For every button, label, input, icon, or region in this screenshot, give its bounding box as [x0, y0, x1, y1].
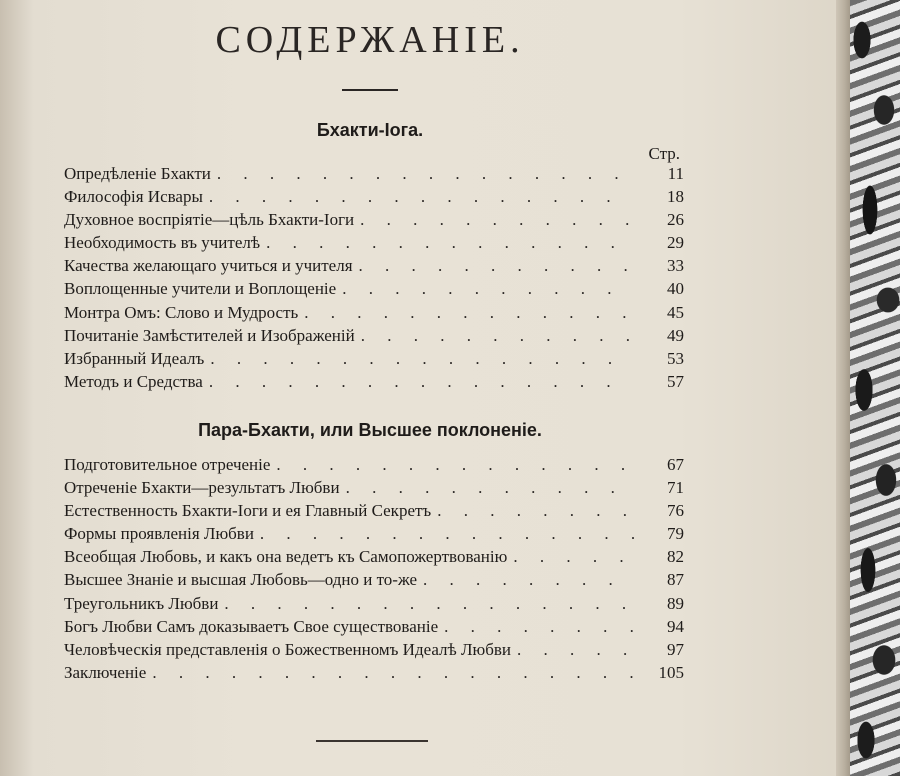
dot-leader: [152, 663, 634, 683]
toc-entry: [64, 326, 684, 349]
toc-entry: [64, 478, 684, 501]
toc-entry: [64, 187, 684, 210]
page-title: СОДЕРЖАНІЕ.: [215, 19, 525, 61]
toc-entry-page: 53: [667, 348, 684, 368]
toc-entry-title: Философія Исвары: [64, 187, 203, 207]
dot-leader: [266, 233, 634, 253]
dot-leader: [423, 570, 634, 590]
toc-entry-title: Необходимость въ учителѣ: [64, 233, 261, 253]
dot-leader: [517, 640, 634, 660]
page-edge: [836, 0, 850, 776]
toc-entry: [64, 279, 684, 302]
toc-entry: [64, 210, 684, 233]
dot-leader: [217, 164, 634, 184]
toc-entry-page: 97: [667, 639, 684, 659]
toc-entry-page: 79: [667, 524, 684, 544]
toc-entry-page: 26: [667, 210, 684, 230]
toc-entry: [64, 256, 684, 279]
toc-entry-page: 89: [667, 593, 684, 613]
toc-entry: [64, 663, 684, 686]
toc-list-para-bhakti: [64, 455, 684, 686]
toc-entry-title: Качества желающаго учиться и учителя: [64, 256, 353, 276]
toc-entry-title: Треугольникъ Любви: [64, 593, 219, 613]
dot-leader: [209, 372, 634, 392]
toc-entry-page: 40: [667, 279, 684, 299]
page-column-label: Стр.: [648, 144, 680, 163]
dot-leader: [513, 547, 634, 567]
dot-leader: [359, 256, 634, 276]
toc-entry-title: Естественность Бхакти-Іоги и ея Главный Секретъ: [64, 501, 432, 521]
toc-entry-page: 87: [667, 570, 684, 590]
toc-entry-title: Подготовительное отреченіе: [64, 455, 271, 474]
dot-leader: [437, 501, 634, 521]
toc-entry-page: 105: [658, 662, 684, 682]
toc-entry-page: 49: [667, 325, 684, 345]
title-divider: [342, 89, 398, 91]
toc-entry: [64, 349, 684, 372]
toc-entry: [64, 164, 684, 187]
toc-entry-title: Всеобщая Любовь, и какъ она ведетъ къ Самопожертвованію: [64, 547, 508, 567]
toc-entry-title: Почитаніе Замѣстителей и Изображеній: [64, 325, 355, 345]
toc-entry-title: Воплощенные учители и Воплощеніе: [64, 279, 337, 299]
toc-entry-title: Монтра Омъ: Слово и Мудрость: [64, 302, 299, 322]
toc-entry-title: Опредѣленіе Бхакти: [64, 164, 211, 183]
toc-entry: [64, 303, 684, 326]
toc-entry-page: 82: [667, 547, 684, 567]
toc-entry-page: 76: [667, 501, 684, 521]
dot-leader: [360, 210, 634, 230]
dot-leader: [209, 187, 634, 207]
toc-entry-title: Методъ и Средства: [64, 371, 203, 391]
toc-entry: [64, 617, 684, 640]
dot-leader: [224, 594, 634, 614]
toc-entry-page: 67: [667, 455, 684, 474]
toc-entry: [64, 233, 684, 256]
dot-leader: [444, 617, 634, 637]
dot-leader: [260, 524, 634, 544]
toc-entry-title: Высшее Знаніе и высшая Любовь—одно и то-же: [64, 570, 418, 590]
toc-entry: [64, 524, 684, 547]
dot-leader: [342, 279, 634, 299]
dot-leader: [304, 303, 634, 323]
toc-entry: [64, 501, 684, 524]
toc-entry: [64, 594, 684, 617]
toc-entry-page: 11: [667, 164, 684, 183]
section-heading-para-bhakti: Пара-Бхакти, или Высшее поклоненіе.: [198, 420, 542, 440]
toc-entry: [64, 455, 684, 478]
dot-leader: [346, 478, 634, 498]
toc-entry: [64, 547, 684, 570]
toc-entry-page: 29: [667, 233, 684, 253]
toc-entry-page: 33: [667, 256, 684, 276]
toc-entry-title: Заключеніе: [64, 662, 147, 682]
marbled-endpaper: [850, 0, 900, 776]
dot-leader: [361, 326, 634, 346]
toc-entry-title: Формы проявленія Любви: [64, 524, 254, 544]
toc-entry-page: 71: [667, 478, 684, 498]
toc-entry-title: Богъ Любви Самъ доказываетъ Свое существованіе: [64, 616, 439, 636]
toc-entry-page: 57: [667, 371, 684, 391]
toc-entry-title: Отреченіе Бхакти—результатъ Любви: [64, 478, 340, 498]
toc-entry: [64, 570, 684, 593]
toc-entry-page: 45: [667, 302, 684, 322]
toc-entry-title: Духовное воспріятіе—цѣль Бхакти-Іоги: [64, 210, 355, 230]
toc-entry: [64, 372, 684, 395]
toc-entry-title: Человѣческія представленія о Божественномъ Идеалѣ Любви: [64, 639, 512, 659]
toc-entry-page: 94: [667, 616, 684, 636]
section-heading-bhakti-yoga: Бхакти-Іога.: [316, 120, 424, 140]
toc-list-bhakti-yoga: [64, 164, 684, 395]
toc-entry-page: 18: [667, 187, 684, 207]
toc-entry: [64, 640, 684, 663]
bottom-divider: [316, 740, 428, 742]
toc-entry-title: Избранный Идеалъ: [64, 348, 205, 368]
dot-leader: [210, 349, 634, 369]
dot-leader: [276, 455, 634, 475]
